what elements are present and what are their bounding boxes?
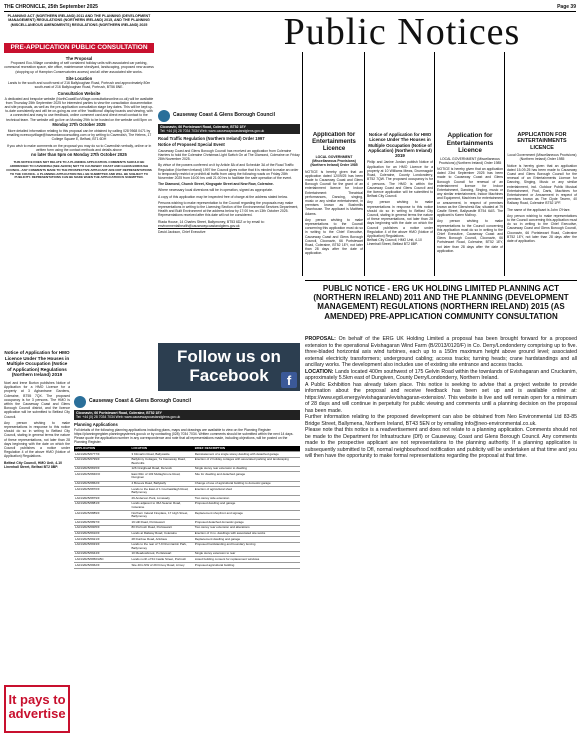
location-cell: 80 Portrush Road, Portstewart	[131, 525, 194, 531]
erg-disclaimer: Please note that this notice is a readvertisement and does not relate to a planning application. Comments should not be made to the Department for Infrastructure (DfI) or Causeway, Coast and Glens Borough Council. Any comments made to the prospective applicant are not representations to the planning authority. If a planning application is subsequently submitted to DfI, normal neighbourhood notification and publicity will be undertaken at that time and you will then have the opportunity to make formal representations regarding the proposal at that time.	[305, 427, 577, 459]
description-cell: Two storey side extension	[194, 496, 300, 502]
comments-text: If you wish to make comments on the proposal you may do so to Cavendish verbally, online or in written form using the contact methods and details above	[6, 143, 152, 152]
pre-app-notice	[4, 14, 154, 342]
table-row	[74, 542, 300, 551]
council-crest-icon	[158, 110, 170, 122]
application-number: LA01/2025/0879/F	[74, 496, 131, 502]
consult-text: A dedicated and bespoke website (NorthCoastEcoVillage.consultationonline.co.uk) will be available from Thursday 25th September 2025 for interested parties to view the consultation documentation and site proposals, as well as the pre-application consultation stage key dates. This will be kept up-to-date consistently and will be on-going as one of the 'traditional' display boards and viewing, with a connected and easy to use feedback, online comment card and direct email contact to the technical team. The website will go live on Monday 29th to be hosted on the website until 5pm on	[4, 96, 154, 122]
proposal-text: Proposed Eco-Village consisting of self contained holiday units with associated car parking, communal recreation space, site office, maintenance shed/yard, landscaping, proposed new access (stopping up of Hampton Conservatories access) and all other associated site works.	[4, 61, 154, 74]
council-email-link[interactable]: environmentalhealth@causewaycoastandglens.gov.uk	[158, 223, 240, 228]
table-row	[74, 511, 300, 520]
description-cell: Proposed detached domestic garage	[194, 520, 300, 526]
application-number: LA01/2025/0846/O	[74, 472, 131, 481]
location-cell: Lands to the East of 1 Coolnasillagh Road, Ballymoney	[131, 487, 194, 496]
erg-location: LOCATION: Lands located 400m southwest of 175 Gelvin Road within the townlands of Evishagaran and Cruckanim, approximately 5.5km east of Dungiven, County Derry/Londonderry, Northern Ireland.	[305, 368, 577, 381]
planning-council-logo: Causeway Coast & Glens Borough Council	[74, 396, 300, 408]
location-cell: Lands at Railway Road, Coleraine	[131, 531, 194, 537]
application-number: LA01/2025/0889/F	[74, 511, 131, 520]
erg-title: PUBLIC NOTICE - ERG UK HOLDING LIMITED PLANNING ACT (NORTHERN IRELAND) 2011 AND THE PLANNING (DEVELOPMENT MANAGEMENT) REGULATIONS (NORTHERN IRELAND) 2015 (AS AMENDED) PRE-APPLICATION COMMUNITY CONSULTATION	[313, 284, 569, 321]
application-number: LA01/2025/0962/F	[74, 563, 131, 569]
close-date: Monday 27th October 2025	[52, 121, 106, 127]
hmo-left-title: Notice of Application for HMO Licence Under The Houses in Multiple Occupation (Notice of Application) Regulations (Northern Ireland) 2019	[4, 350, 70, 378]
proposal-heading: The Proposal	[65, 56, 93, 61]
hmo-notice-left: Notice of Application for HMO Licence Under The Houses in Multiple Occupation (Notice of Application) Regulations (Northern Ireland) 2019 Noel and Irene Burton publishes Notice of Application for a HMO Licence for a property at 3 Aghantrane Gardens, Coleraine, BT55 7QX. The proposed occupancy is for 3 persons. The HMO is within the Causeway Coast and Glens Borough Council district, and the licence application will be submitted to Belfast City Council. Any person wishing to make representations in response to this notice should do so in writing to Belfast City Council, stating in general terms the nature of these representations, not later than 28 days beginning with the date on which the Council publishes a notice under Regulation 4 of the above HMO (Notice of Application) Regulations. Belfast City Council, HMO Unit, 4-10 Linenhall Street, Belfast BT2 8BP.	[4, 350, 70, 469]
table-row	[74, 501, 300, 510]
application-number: LA01/2025/0870/F	[74, 487, 131, 496]
planning-heading: Planning Applications	[74, 422, 118, 428]
application-number: LA01/2025/0777/F	[74, 452, 131, 458]
erg-public-notice	[305, 280, 577, 735]
publication-date: THE CHRONICLE, 25th September 2025	[4, 4, 98, 10]
location-cell: Ballylinny Cottages, 7a Causeway Road, Bushmills	[131, 457, 194, 466]
application-number: LA01/2025/0933/F	[74, 542, 131, 551]
application-number: LA01/2025/0905/F	[74, 525, 131, 531]
location-cell: 3 Kilmartin Road, Ballycastle	[131, 452, 194, 458]
location-cell: Lands to the rear of 7-9 Drumrankin Park, Ballymoney	[131, 542, 194, 551]
disclaimer: THIS NOTICE DOES NOT RELATE TO A PLANNING APPLICATION. COMMENTS SHOULD BE ADDRESSED TO CAVENDISH (SEE ABOVE) NOT TO CAUSEWAY COAST AND GLENS BOROUGH COUNCIL. ANY COMMENTS MADE TO THE PROSPECTIVE APPLICANT ARE NOT REPRESENTATIONS TO THE COUNCIL. A PLANNING APPLICATION WILL BE SUBMITTED AND WILL BE SUBJECT TO PUBLICITY. REPRESENTATIONS CAN BE MADE WHEN THE APPLICATION IS SUBMITTED.	[6, 160, 152, 180]
description-cell: Listed building consent for replacement windows	[194, 557, 300, 563]
print-text: More detailed information relating to this proposal can be obtained by calling 028 9568 0471 by emailing nceecoyvillage@haveordanoconsulting.com or by writing to Cavendish, The Helens, 17 College Square E, Belfast, BT1 6DH	[6, 129, 152, 142]
application-number: LA01/2025/0881/F	[74, 501, 131, 510]
location-cell: Site 40m NW of 29 Finvoy Road, Armoy	[131, 563, 194, 569]
location-cell: 29 Anderson Park, Limavady	[131, 496, 194, 502]
description-cell: Proposed agricultural building	[194, 563, 300, 569]
pre-app-banner: PRE-APPLICATION PUBLIC CONSULTATION	[4, 43, 154, 53]
description-cell: Two storey rear extension and alterations	[194, 525, 300, 531]
description-cell: Change of use of agricultural building to domestic garage	[194, 481, 300, 487]
location-cell: 28 Dunboe Road, Articlave	[131, 537, 194, 543]
application-number: LA01/2025/0921/F	[74, 537, 131, 543]
close-date-2: no later than 5pm on Monday 27th October 2025	[31, 152, 127, 158]
erg-exhibition: A Public Exhibition has already taken place. This notice is seeking to advise that a project website to provide information about the proposal and receive feedback has been set up and is available online at: https://www.egdi.energy/evishagaran/evishagaran-extension/. This website is live and will remain open for a minimum of 28 days and will continue in perpetuity for public viewing and comments until a planning decision on the proposal has been made.	[305, 381, 577, 414]
location-cell: 10 Meadowbrook, Portstewart	[131, 551, 194, 557]
planning-applications	[74, 396, 300, 734]
description-cell: Proposed hardstanding and boundary fencing	[194, 542, 300, 551]
location-cell: 4 Boveva Road, Ballykelly	[131, 481, 194, 487]
location-cell: 126 Craighead Road, Dervock	[131, 466, 194, 472]
description-cell: Erection of 3 no. dwellings with associated site works	[194, 531, 300, 537]
site-text: Lands to the south and south west of 216 Ballyloughan Road, Portrush and approximately 80m south-east of 216 Ballyloughan Road, Portrush, BT56 8NE.	[7, 81, 151, 90]
application-number: LA01/2025/0815/F	[74, 466, 131, 472]
application-number: LA01/2025/0910/F	[74, 531, 131, 537]
table-row	[74, 457, 300, 466]
consult-heading: Consultation Website	[57, 91, 101, 97]
location-cell: East 60m of 103 Mullaghmore Road, Dungiven	[131, 472, 194, 481]
description-cell: Erection of agricultural shed	[194, 487, 300, 496]
description-cell: Single storey rear extension to dwelling	[194, 466, 300, 472]
application-number: LA01/2025/0862/F	[74, 481, 131, 487]
council-logo: Causeway Coast & Glens Borough Council	[158, 110, 300, 122]
entertainments-notice-3: APPLICATION FOR ENTERTAINMENTS LICENCE Local Government (Miscellaneous Provisions) (Northern Ireland) Order 1985 Notice is hereby given that an application dated 15-09-25 has been made to Causeway Coast and Glens Borough Council for the renewal of an Entertainments Licence for Dancing, Singing, Music or any similar entertainment, incl. Outdoor Public Musical Entertainment, Pool, Darts, Machines for Entertainment or Amusement in respect of premises known as The Clyde Tavern, 40 Railway Road, Coleraine BT52 1PF. The name of the applicant is John O'Hare. Any person wishing to make representations to the Council concerning this application must do so in writing to the Chief Executive, Causeway Coast and Glens Borough Council, Cloonavin, 66 Portstewart Road, Coleraine BT52 1EY, not later than 28 days after the date of application.	[507, 132, 577, 244]
description-cell: Replacement dwelling and garage	[194, 537, 300, 543]
page-header	[4, 2, 576, 12]
page-number: Page 39	[557, 4, 576, 10]
entertainments-notice-2: Application for Entertainments Licence LOCAL GOVERNMENT (Miscellaneous Provisions) (Northern Ireland) Order 1985 NOTICE is hereby given that an application dated 23rd September 2025 has been made to Causeway Coast and Glens Borough Council for renewal of an entertainment licence for Indoor Entertainment, Dancing, Singing, music or any similar entertainment, Indoor Machines and Equipment, Machines for entertainment or amusement, in respect of premises known as the Glenshesk Bar, situated at 79 Castle Street, Ballycastle BT54 6AS. The applicant is Karen McIlroy. Any person wishing to make representations to the Council concerning this application must do so in writing to the Chief Executive, Causeway Coast and Glens Borough Council, Cloonavin, 66 Portstewart Road, Coleraine, BT52 1EY, not later than 28 days after the date of application.	[437, 132, 503, 253]
facebook-banner[interactable]: Follow us on Facebook f	[158, 343, 300, 391]
hmo-notice-right: Notice of Application for HMO Licence Under The Houses in Multiple Occupation (Notice of Application) (Northern Ireland) 2019 Philip and Janine Jordan publish Notice of Application for an HMO Licence for a property at 10 Williams Mews, Drumnagole Road, Coleraine, County Londonderry, BT52 7QW. The proposed occupancy is for 4 persons. The HMO is within the Causeway Coast and Glens Council and the licence application will be submitted to Belfast City Council. Any person wishing to make representations in response to this notice should do so in writing to Belfast City Council, stating in general terms the nature of these representations, not later than 28 days beginning with the date on which the Council publishes a notice under Regulation 4 of the above HMO (Notice of Application) Regulations. Belfast City Council, HMO Unit, 4-10 Linenhall Street, Belfast BT2 8BP.	[367, 132, 433, 247]
description-cell: Site for dwelling and detached garage	[194, 472, 300, 481]
location-cell: Lands north of 54 Castle Street, Portrush	[131, 557, 194, 563]
application-number: LA01/2025/0897/F	[74, 520, 131, 526]
advertise-box[interactable]: It pays to advertise	[4, 685, 70, 733]
notice-heading: Notice of Proposed Special Event	[158, 141, 225, 147]
description-cell: Proposed dwelling and garage	[194, 501, 300, 510]
road-traffic-notice: Causeway Coast & Glens Borough Council Cloonavin, 66 Portstewart Road, Coleraine, BT52 1EY Tel: +44 (0) 28 7034 7034 Web: www.causewaycoastandglens.gov.uk Road Traffic Regulation (Northern Ireland) Order 1997 Notice of Proposed Special Event Causeway Coast and Glens Borough Council has received an application from Coleraine Harriers to hold the Coleraine Christmas Light Switch On at The Diamond, Coleraine on Friday 28th November 2025. By virtue of the powers conferred on it by Article 8A of and Schedule 3A of the Road Traffic Regulation (Northern Ireland) 1997 the Council gives notice that it is minded to make an order to temporarily restrict or prohibit all traffic from using the following roads on Friday 28th November 2025 from 16:00 hrs until 21:00 hrs to facilitate the safe operation of the event. The Diamond, Church Street, Kingsgate Street and New Row, Coleraine. Where necessary local diversions will be in operation, signed as appropriate. A copy of this application may be inspected free of charge at the address stated below. Persons wishing to make representation to the Council regarding the proposals may make representations in writing to the Licensing Section of the Environmental Services Department, Health and Built Environment at the address below by 17:00 hrs on 13th October 2025. Representations received after this date will not be considered. Riada House, 14 Charles Street, Ballymoney, BT53 6DZ or by email to: environmentalhealth@causewaycoastandglens.gov.uk David Jackson, Chief Executive	[158, 110, 300, 340]
table-row	[74, 487, 300, 496]
location-cell: 19 Hill Road, Portstewart	[131, 520, 194, 526]
erg-proposal: PROPOSAL: On behalf of the ERG UK Holding Limited a proposal has been brought forward for a proposed extension to the operational Evishagaran Wind Farm (B/2013/0120/F) in Co. Derry/Londonderry comprising up to five. three-bladed horizontal axis wind turbines, each up to a 150m maximum height above ground level; associated external electricity transformers; underground cabling; access tracks; turning heads; crane hardstandings and all ancillary works. The development also includes use of existing site entrance and access tracks.	[305, 336, 577, 368]
council-crest-icon	[74, 396, 86, 408]
location-cell: Northern Ireland Fireplace, 17 High Street, Ballymoney	[131, 511, 194, 520]
masthead-title: Public Notices	[283, 14, 521, 50]
site-heading: Site Location	[65, 75, 93, 81]
description-cell: Reinstatement of a single storey dwelling with detached garage	[194, 452, 300, 458]
erg-further-info: Further information relating to the proposed development can also be obtained from Neo Environmental Ltd 83-85 Bridge Street, Ballymena, Northern Ireland, BT43 5EN or by emailing info@neo-environmental.co.uk.	[305, 414, 577, 427]
planning-address-bar: Cloonavin, 66 Portstewart Road, Coleraine, BT52 1EY Tel: +44 (0) 28 7034 7034 Web: www.causewaycoastandglens.gov.uk	[74, 410, 300, 420]
planning-intro: Full details of the following planning applications including plans, maps and drawings are available to view on the Planning Register https://planningregister.planningsystemni.gov.uk or by contacting (028) 7034 7034. Written comments should be submitted within the next 14 days. Please quote the application number in any correspondence and note that all representations made, including objections, will be posted on the Planning Register.	[74, 427, 294, 445]
planning-table-header: APPLICATION LOCATION BRIEF DESCRIPTION	[74, 446, 300, 451]
planning-table	[74, 446, 300, 568]
table-row	[74, 563, 300, 569]
application-number: LA01/2025/0950/LBC	[74, 557, 131, 563]
entertainments-notice-1: Application for Entertainments Licence LOCAL GOVERNMENT (Miscellaneous Provisions) (Northern Ireland) Order 1985 NOTICE is hereby given that an application dated 12/09/25 has been made to Causeway Coast and Glens Borough Council for the grant of an entertainment licence for Indoor Entertainment: Theatrical performances, Dancing, singing, music or any similar entertainment, in premises known as Bushmills Townhouse. The applicant is Matthew Adams. Any person wishing to make representations to the Council concerning this application must do so in writing to the Chief Executive, Causeway Coast and Glens Borough Council, Cloonavin, 66 Portstewart Road, Coleraine, BT52 1EY, not later than 28 days after the date of application.	[305, 132, 363, 256]
order-heading: Road Traffic Regulation (Northern Ireland) Order 1997	[158, 136, 265, 142]
application-number: LA01/2025/0799/F	[74, 457, 131, 466]
description-cell: Replacement shopfront and signage	[194, 511, 300, 520]
description-cell: Single storey extension to rear	[194, 551, 300, 557]
council-address-bar: Cloonavin, 66 Portstewart Road, Coleraine, BT52 1EY Tel: +44 (0) 28 7034 7034 Web: www.causewaycoastandglens.gov.uk	[158, 124, 300, 134]
legal-heading: PLANNING ACT (NORTHERN IRELAND) 2011 AND THE PLANNING (DEVELOPMENT MANAGEMENT) REGULATIONS (NORTHERN IRELAND) 2015, AND THE PLANNING (MISCELLANEOUS AMENDMENTS) REGULATIONS (NORTHERN IRELAND) 2025	[7, 14, 151, 27]
application-number: LA01/2025/0944/F	[74, 551, 131, 557]
description-cell: Erection of 2 holiday cottages with associated parking and landscaping	[194, 457, 300, 466]
location-cell: Lands adjacent to 36A Seacon Road, Coleraine	[131, 501, 194, 510]
facebook-icon: f	[281, 372, 297, 388]
table-row	[74, 472, 300, 481]
